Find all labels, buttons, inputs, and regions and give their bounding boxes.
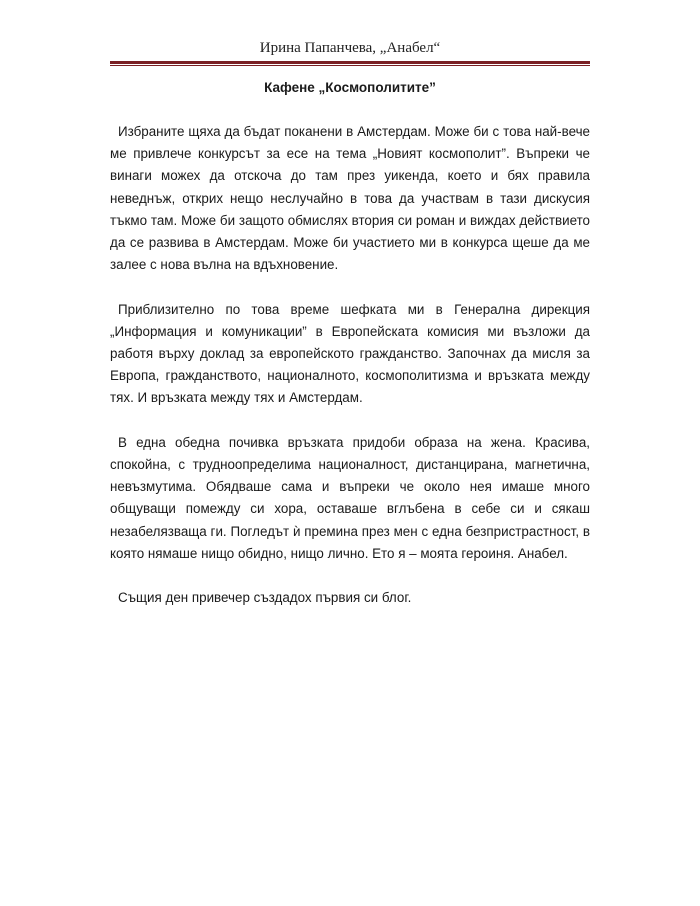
chapter-title: Кафене „Космополитите” [264, 80, 436, 95]
header-rule-thick [110, 61, 590, 64]
running-header: Ирина Папанчева, „Анабел“ [259, 40, 441, 56]
paragraph-2: Приблизително по това време шефката ми в Генерална дирекция „Информация и комуникации” в Европейската комисия ми възложи да работя върху доклад за европейското гражданство. Започнах да мисля за Европа, гражданството, националното, космополитизма и връзката между тях. И връзката между тях и Амстердам. [110, 301, 590, 406]
body-text [110, 121, 590, 632]
paragraph-4: Същия ден привечер създадох първия си блог. [118, 590, 412, 606]
paragraph-3: В една обедна почивка връзката придоби образа на жена. Красива, спокойна, с трудноопределима националност, дистанцирана, магнетична, невъзмутима. Обядваше сама и въпреки че около нея имаше много общуващи помежду си хора, оставаше вглъбена в себе си и сякаш незабелязваща ги. Погледът ѝ премина през мен с една безпристрастност, в която нямаше нищо обидно, нищо лично. Ето я – моята героиня. Анабел. [110, 434, 590, 561]
header-rule-thin [110, 65, 590, 66]
paragraph-1: Избраните щяха да бъдат поканени в Амстердам. Може би с това най-вече ме привлече конкурсът за есе на тема „Новият космополит”. Въпреки че винаги можех да отскоча до там през уикенда, което и бях правила неведнъж, открих нещо неслучайно в това да участвам в тази дискусия тъкмо там. Може би защото обмислях втория си роман и виждах действието да се развива в Амстердам. Може би участието ми в конкурса щеше да ме залее с нова вълна на вдъхновение. [110, 124, 590, 273]
